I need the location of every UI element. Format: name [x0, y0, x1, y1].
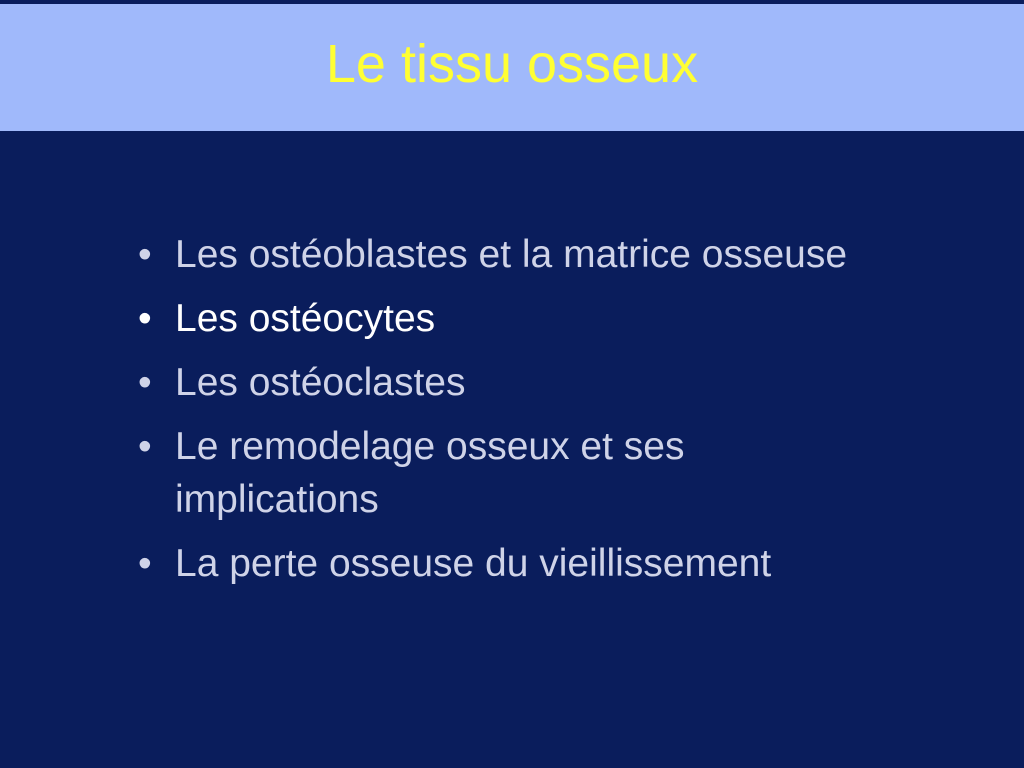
slide-title: Le tissu osseux	[325, 33, 699, 94]
bullet-label: Les ostéocytes	[175, 297, 436, 340]
bullet-icon: •	[138, 425, 152, 468]
bullet-item-osteoblastes	[138, 228, 898, 281]
bullet-item-osteocytes	[138, 292, 898, 345]
bullet-icon: •	[138, 361, 152, 404]
bullet-icon: •	[138, 233, 152, 276]
bullet-item-osteoclastes	[138, 356, 898, 409]
bullet-label: Les ostéoclastes	[175, 361, 466, 404]
bullet-item-perte-osseuse	[138, 537, 898, 590]
bullet-label: Le remodelage osseux et ses implications	[175, 425, 685, 521]
title-band	[0, 4, 1024, 131]
bullet-icon: •	[138, 542, 152, 585]
bullet-icon: •	[138, 297, 152, 340]
bullet-list	[138, 228, 898, 601]
bullet-item-remodelage	[138, 420, 898, 526]
bullet-label: La perte osseuse du vieillissement	[175, 542, 772, 585]
bullet-label: Les ostéoblastes et la matrice osseuse	[175, 233, 848, 276]
